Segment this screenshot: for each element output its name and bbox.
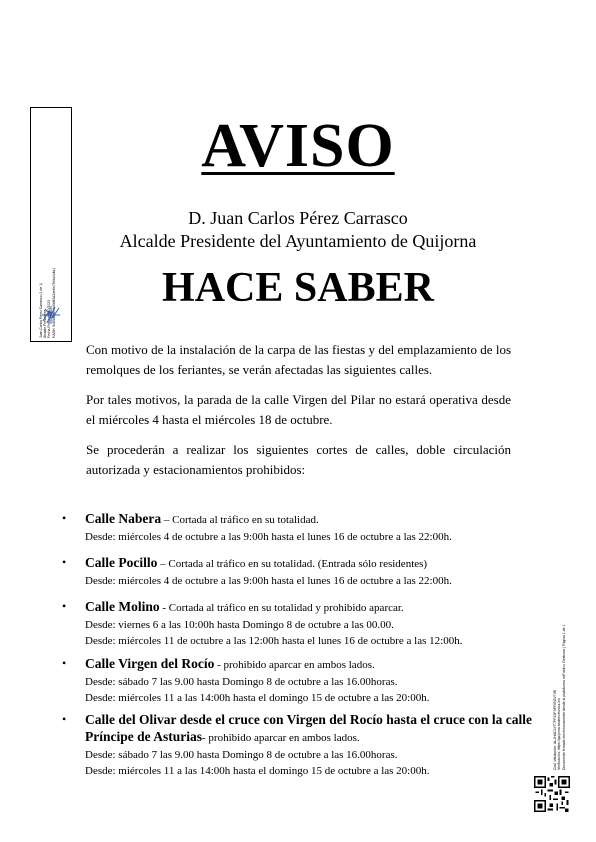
street-description: - prohibido aparcar en ambos lados. [202, 732, 360, 744]
list-item [62, 554, 452, 589]
bullet: • [62, 511, 67, 525]
street-description: – Cortada al tráfico en su totalidad. [161, 514, 319, 526]
issuer-role: Alcalde Presidente del Ayuntamiento de Quijorna [119, 231, 477, 251]
paragraph: Con motivo de la instalación de la carpa de las fiestas y del emplazamiento de los remolques de los feriantes, se verán afectadas las siguientes calles. [86, 342, 511, 377]
verification-line: Cód. Validación: AL1HAC4YT7PP2JPXPRGGV7VE [553, 689, 557, 770]
verification-text [553, 520, 566, 770]
bullet: • [62, 555, 67, 569]
page-title: AVISO [201, 112, 395, 180]
street-schedule: Desde: miércoles 4 de octubre a las 9:00h hasta el lunes 16 de octubre a las 22:00h. [85, 575, 452, 587]
signature-line: Alcalde Presidente [43, 309, 48, 338]
street-schedule: Desde: sábado 7 las 9.00 hasta Domingo 8 de octubre a las 16.00horas. [85, 676, 398, 688]
paragraph: Por tales motivos, la parada de la calle Virgen del Pilar no estará operativa desde el miércoles 4 hasta el miércoles 18 de octubre. [86, 392, 511, 427]
street-description: - Cortada al tráfico en su totalidad y prohibido aparcar. [159, 602, 404, 614]
list-item [62, 711, 555, 779]
bullet: • [62, 656, 67, 670]
signature-line: Fecha Firma: 03/10/2023 [47, 300, 52, 338]
street-schedule: Desde: sábado 7 las 9.00 hasta Domingo 8 de octubre a las 16.00horas. [85, 749, 398, 761]
verification-line: Verificación: https://quijorna.sedelectronica.es/ [557, 698, 562, 770]
street-schedule: Desde: miércoles 4 de octubre a las 9:00h hasta el lunes 16 de octubre a las 22:00h. [85, 531, 452, 543]
list-item [62, 655, 429, 706]
street-name: Calle Pocillo [85, 555, 158, 570]
street-name: Calle del Olivar desde el cruce con Virgen del Rocío hasta el cruce con la calle Príncipe de Asturias [85, 712, 533, 744]
verification-line: Documento firmado electrónicamente desde la plataforma esPublico Gestiona | Página 1 de 1 [561, 624, 566, 770]
list-item [62, 510, 452, 545]
street-schedule: Desde: miércoles 11 a las 14:00h hasta el domingo 15 de octubre a las 20:00h. [85, 765, 430, 777]
bullet: • [62, 599, 67, 613]
street-schedule: Desde: viernes 6 a las 10:00h hasta Domingo 8 de octubre a las 00.00. [85, 619, 394, 631]
street-description: – Cortada al tráfico en su totalidad. (Entrada sólo residentes) [157, 558, 428, 570]
list-item [62, 598, 462, 649]
paragraph: Se procederán a realizar los siguientes cortes de calles, doble circulación autorizada y estacionamientos prohibidos: [86, 442, 511, 477]
street-schedule: Desde: miércoles 11 a las 14:00h hasta el domingo 15 de octubre a las 20:00h. [85, 692, 430, 704]
qr-code-icon[interactable] [534, 776, 570, 812]
issuer-name: D. Juan Carlos Pérez Carrasco [188, 208, 408, 228]
subtitle: HACE SABER [162, 265, 434, 311]
street-name: Calle Nabera [85, 511, 162, 526]
street-name: Calle Molino [85, 599, 160, 614]
signature-line: Juan Carlos Pérez Carrasco (1 de 1) [39, 282, 43, 338]
street-name: Calle Virgen del Rocío [85, 656, 215, 671]
signature-line: HASH: 9c83b8e6e4a5b9f1d2ae6c07b5a0c4d1 [51, 267, 56, 338]
bullet: • [62, 712, 67, 726]
street-schedule: Desde: miércoles 11 de octubre a las 12:00h hasta el lunes 16 de octubre a las 12:00h. [85, 635, 463, 647]
street-description: - prohibido aparcar en ambos lados. [214, 659, 375, 671]
